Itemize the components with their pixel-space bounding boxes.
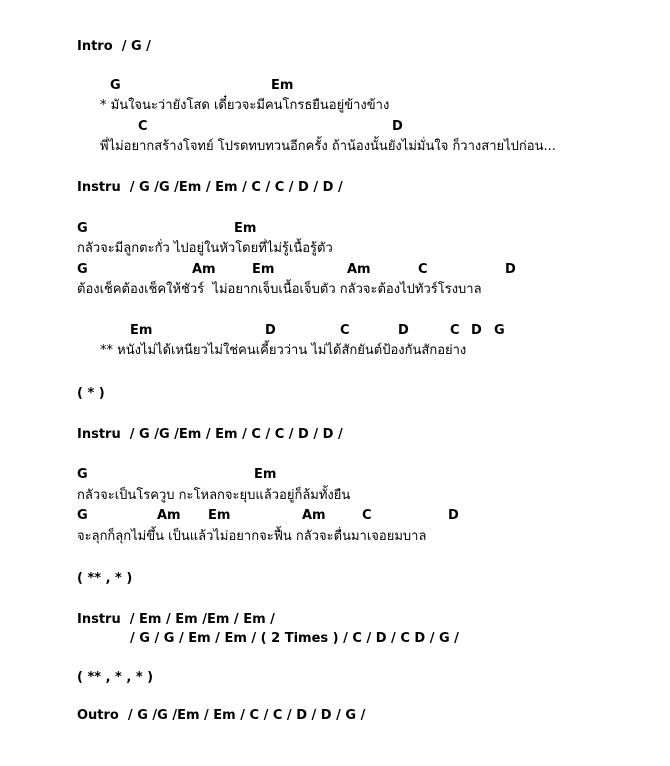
- repeat-marker-3: ( ** , * , * ): [77, 670, 154, 685]
- chorus-chord-row: [0, 323, 670, 339]
- chord: G: [77, 508, 88, 523]
- chord: C: [418, 262, 428, 277]
- verse1-lyric-1: * มันใจนะว่ายังโสด เดี๋ยวจะมีคนโกรธยืนอยู่ข้างข้าง: [100, 98, 390, 113]
- intro-line: Intro / G /: [77, 39, 151, 54]
- outro-line: Outro / G /G /Em / Em / C / C / D / D / G /: [77, 708, 366, 723]
- verse3-chord-row-1: [0, 467, 670, 483]
- chord: Am: [157, 508, 181, 523]
- instru-line-2: Instru / G /G /Em / Em / C / C / D / D /: [77, 427, 343, 442]
- verse3-chord-row-2: [0, 508, 670, 524]
- chord: Em: [234, 221, 257, 236]
- chord: G: [110, 78, 121, 93]
- verse2-chord-row-1: [0, 221, 670, 237]
- verse2-lyric-1: กลัวจะมีลูกตะกั่ว ไปอยู่ในหัวโดยที่ไม่รู้เนื้อรู้ตัว: [77, 241, 333, 256]
- verse3-lyric-1: กลัวจะเป็นโรควูบ กะโหลกจะยุบแล้วอยู่ก็ล้มทั้งยืน: [77, 488, 351, 503]
- verse1-chord-row-1: [0, 78, 670, 94]
- chord: G: [494, 323, 505, 338]
- verse3-lyric-2: จะลุกก็ลุกไม่ขึ้น เป็นแล้วไม่อยากจะฟื้น กลัวจะตื่นมาเจอยมบาล: [77, 529, 427, 544]
- chord: D: [448, 508, 459, 523]
- chorus-lyric: ** หนังไม่ได้เหนียวไม่ใช่คนเคี้ยวว่าน ไม่ได้สักยันต์ป้องกันสักอย่าง: [100, 343, 467, 358]
- repeat-marker-1: ( * ): [77, 386, 105, 401]
- chord: Am: [192, 262, 216, 277]
- repeat-marker-2: ( ** , * ): [77, 571, 133, 586]
- instru-line-3: Instru / Em / Em /Em / Em /: [77, 612, 275, 627]
- chord: D: [505, 262, 516, 277]
- chord: G: [77, 262, 88, 277]
- chord: C: [362, 508, 372, 523]
- chord: Em: [271, 78, 294, 93]
- chord: C: [450, 323, 460, 338]
- chord: D: [392, 119, 403, 134]
- verse2-lyric-2: ต้องเช็คต้องเช็คให้ชัวร์ ไม่อยากเจ็บเนื้อเจ็บตัว กลัวจะต้องไปทัวร์โรงบาล: [77, 282, 482, 297]
- chord: G: [77, 467, 88, 482]
- chord: D: [398, 323, 409, 338]
- instru-line-3-continued: / G / G / Em / Em / ( 2 Times ) / C / D / C D / G /: [130, 631, 459, 646]
- chord: Em: [130, 323, 153, 338]
- chord: D: [265, 323, 276, 338]
- chord: G: [77, 221, 88, 236]
- chord: Em: [208, 508, 231, 523]
- chord: C: [340, 323, 350, 338]
- chord: Em: [252, 262, 275, 277]
- verse2-chord-row-2: [0, 262, 670, 278]
- chord: Am: [347, 262, 371, 277]
- verse1-chord-row-2: [0, 119, 670, 135]
- chord: Am: [302, 508, 326, 523]
- chord: D: [471, 323, 482, 338]
- instru-line-1: Instru / G /G /Em / Em / C / C / D / D /: [77, 180, 343, 195]
- chord: Em: [254, 467, 277, 482]
- verse1-lyric-2: พี่ไม่อยากสร้างโจทย์ โปรดทบทวนอีกครั้ง ถ้าน้องนั้นยังไม่มั่นใจ ก็วางสายไปก่อน...: [100, 139, 556, 154]
- chord: C: [138, 119, 148, 134]
